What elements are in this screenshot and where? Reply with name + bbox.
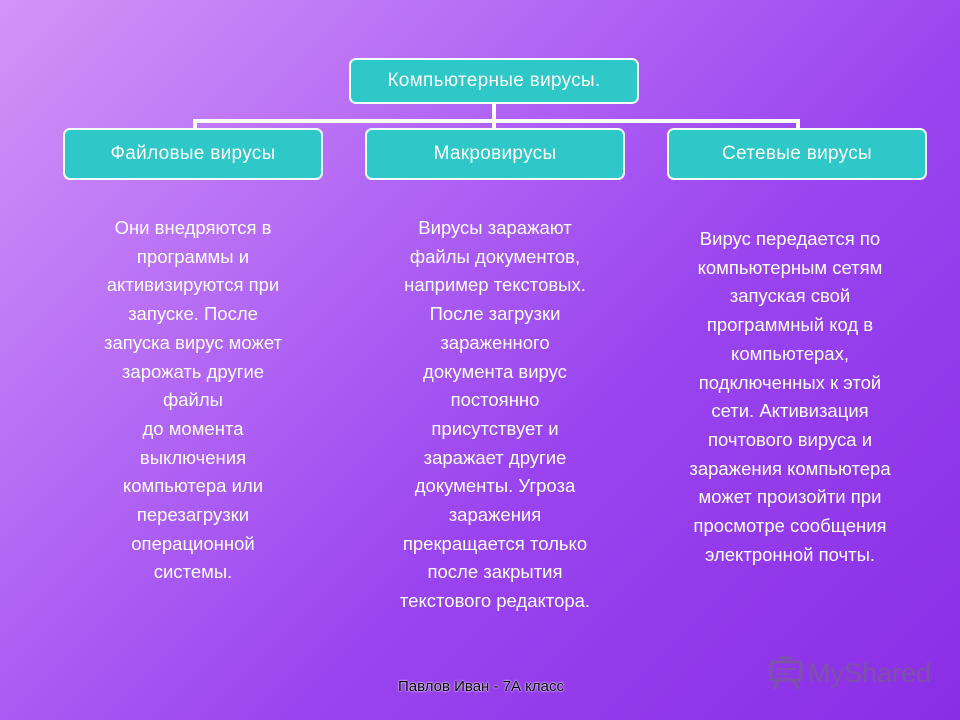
branch-file-viruses: Файловые вирусы [63, 128, 323, 180]
connector-horizontal [193, 119, 800, 123]
footer-author: Павлов Иван - 7А класс [397, 678, 565, 695]
connector-root-stem [492, 104, 496, 120]
watermark-logo [768, 656, 931, 690]
description-macro-viruses: Вирусы заражают файлы документов, например текстовых. После загрузки зараженного документа вирус постоянно присутствует и заражает другие документы. Угроза заражения прекращается только после закрытия текстового редактора. [399, 217, 591, 612]
branch-network-viruses: Сетевые вирусы [667, 128, 927, 180]
presentation-board-icon [768, 656, 804, 690]
root-node: Компьютерные вирусы. [349, 58, 639, 104]
watermark-text: MyShared [808, 657, 932, 688]
branch-macro-viruses: Макровирусы [365, 128, 625, 180]
description-network-viruses: Вирус передается по компьютерным сетям запуская свой программный код в компьютерах, подключенных к этой сети. Активизация почтового вируса и заражения компьютера может произойти при просмотре сообщения электронной почты. [689, 228, 891, 565]
description-file-viruses: Они внедряются в программы и активизируются при запуске. После запуска вирус может зарожать другие файлы до момента выключения компьютера или перезагрузки операционной системы. [103, 217, 282, 583]
